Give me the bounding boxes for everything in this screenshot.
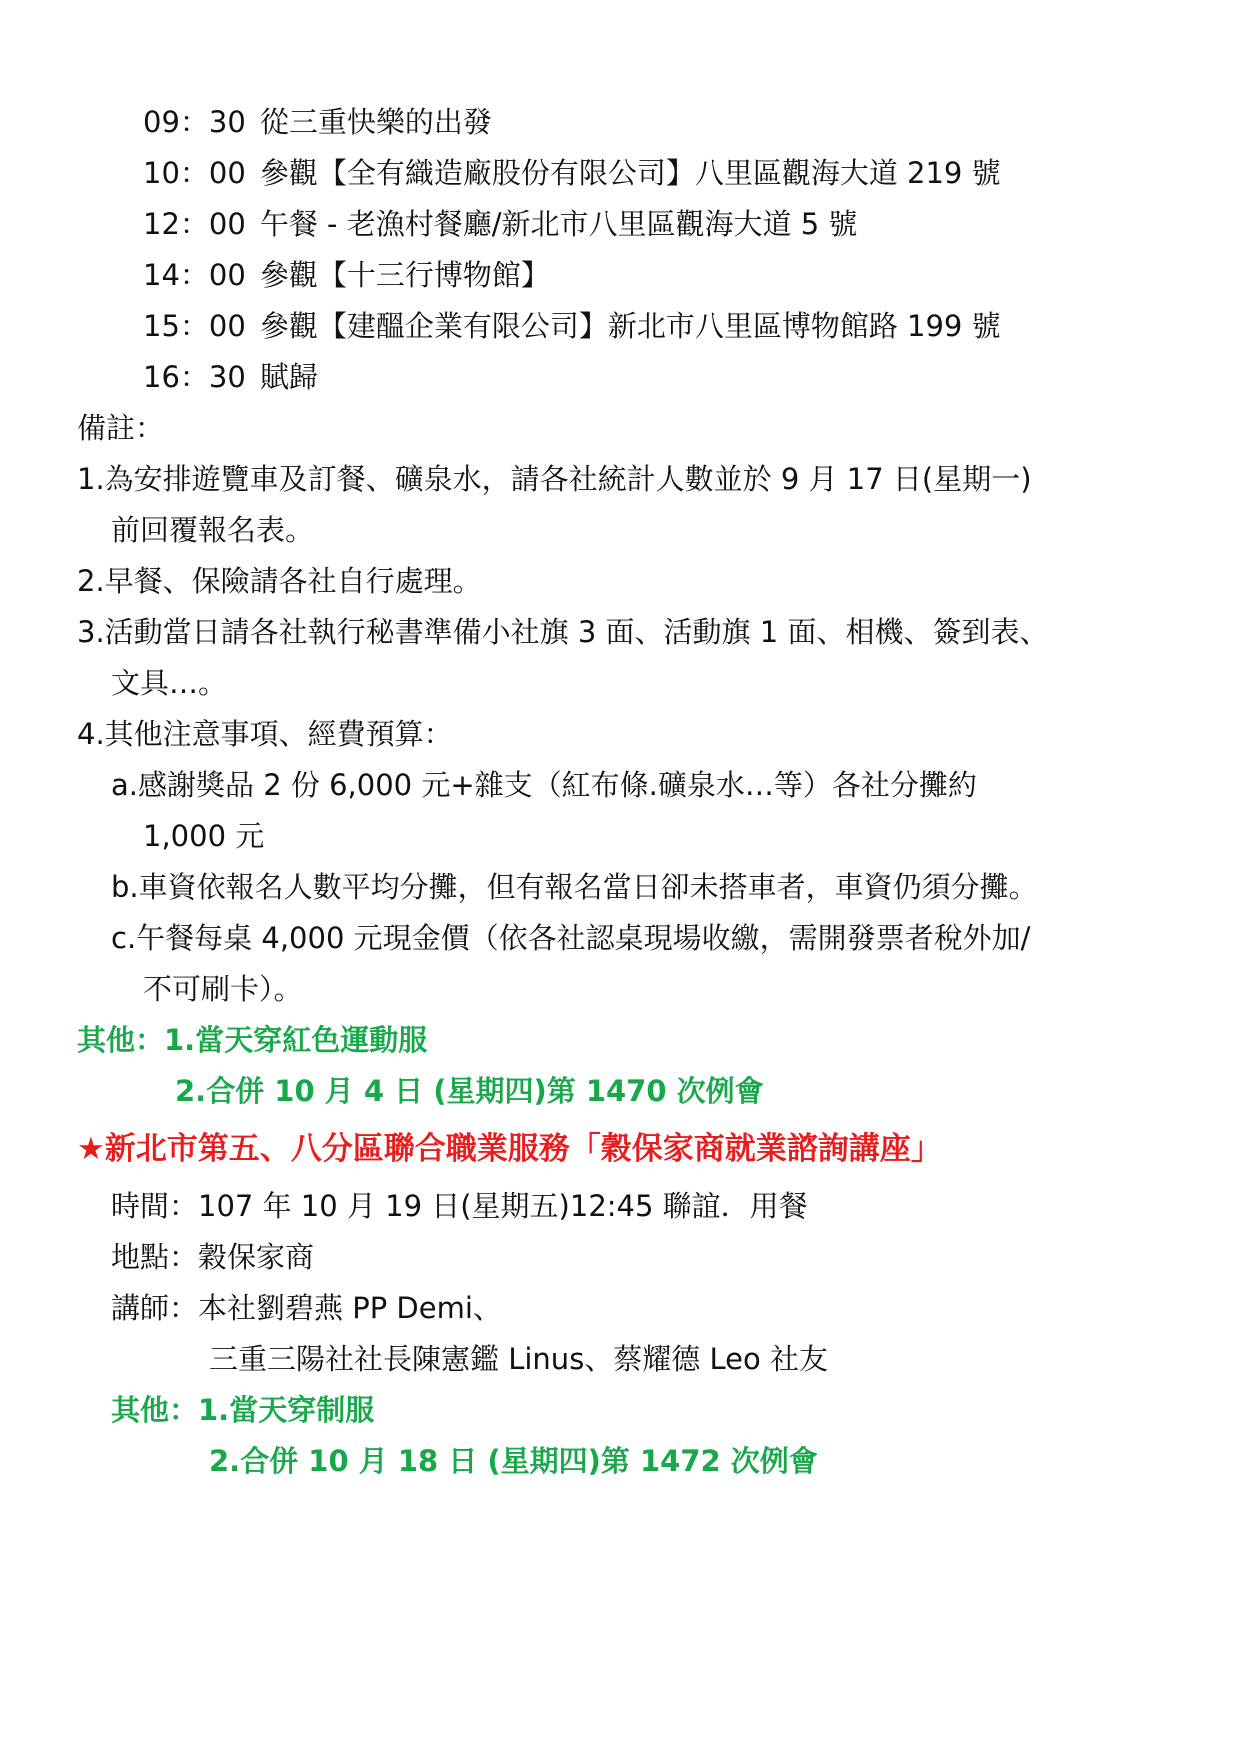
seminar-time: 時間：107 年 10 月 19 日(星期五)12:45 聯誼．用餐	[111, 1189, 808, 1223]
schedule-time: 16：30	[143, 360, 246, 394]
schedule-text: 從三重快樂的出發	[259, 105, 492, 139]
seminar-other-1: 其他：1.當天穿制服	[111, 1393, 375, 1427]
note-item-2: 2.早餐、保險請各社自行處理。	[77, 564, 482, 598]
schedule-text: 參觀【建醞企業有限公司】新北市八里區博物館路 199 號	[259, 309, 1001, 343]
other-line-1: 其他：1.當天穿紅色運動服	[77, 1023, 428, 1057]
schedule-text: 午餐 - 老漁村餐廳/新北市八里區觀海大道 5 號	[259, 207, 858, 241]
note-item-3-cont: 文具…。	[111, 666, 228, 700]
schedule-row	[143, 357, 318, 397]
note-item-4c: c.午餐每桌 4,000 元現金價（依各社認桌現場收繳，需開發票者稅外加/	[111, 921, 1031, 955]
note-item-4a-cont: 1,000 元	[143, 819, 265, 853]
note-item-4c-cont: 不可刷卡）。	[143, 972, 303, 1006]
schedule-row	[143, 102, 492, 142]
seminar-speaker-cont: 三重三陽社社長陳憲鑑 Linus、蔡耀德 Leo 社友	[209, 1342, 828, 1376]
seminar-place: 地點：穀保家商	[111, 1240, 315, 1274]
schedule-time: 12：00	[143, 207, 246, 241]
seminar-title: ★新北市第五、八分區聯合職業服務「穀保家商就業諮詢講座」	[77, 1131, 942, 1167]
schedule-row	[143, 255, 550, 295]
schedule-row	[143, 306, 1001, 346]
note-item-4b: b.車資依報名人數平均分攤，但有報名當日卻未搭車者，車資仍須分攤。	[111, 870, 1038, 904]
note-item-4: 4.其他注意事項、經費預算：	[77, 717, 453, 751]
schedule-row	[143, 153, 1001, 193]
schedule-time: 15：00	[143, 309, 246, 343]
note-item-3: 3.活動當日請各社執行秘書準備小社旗 3 面、活動旗 1 面、相機、簽到表、	[77, 615, 1049, 649]
schedule-row	[143, 204, 857, 244]
notes-heading: 備註：	[77, 411, 165, 445]
seminar-speaker: 講師：本社劉碧燕 PP Demi、	[111, 1291, 502, 1325]
note-item-4a: a.感謝獎品 2 份 6,000 元+雜支（紅布條.礦泉水…等）各社分攤約	[111, 768, 977, 802]
schedule-text: 參觀【十三行博物館】	[259, 258, 550, 292]
seminar-other-2: 2.合併 10 月 18 日 (星期四)第 1472 次例會	[209, 1444, 818, 1478]
schedule-time: 14：00	[143, 258, 246, 292]
other-line-2: 2.合併 10 月 4 日 (星期四)第 1470 次例會	[175, 1074, 764, 1108]
schedule-text: 參觀【全有織造廠股份有限公司】八里區觀海大道 219 號	[259, 156, 1001, 190]
schedule-time: 10：00	[143, 156, 246, 190]
note-item-1: 1.為安排遊覽車及訂餐、礦泉水，請各社統計人數並於 9 月 17 日(星期一)	[77, 462, 1032, 496]
schedule-time: 09：30	[143, 105, 246, 139]
note-item-1-cont: 前回覆報名表。	[111, 513, 315, 547]
schedule-text: 賦歸	[259, 360, 318, 394]
